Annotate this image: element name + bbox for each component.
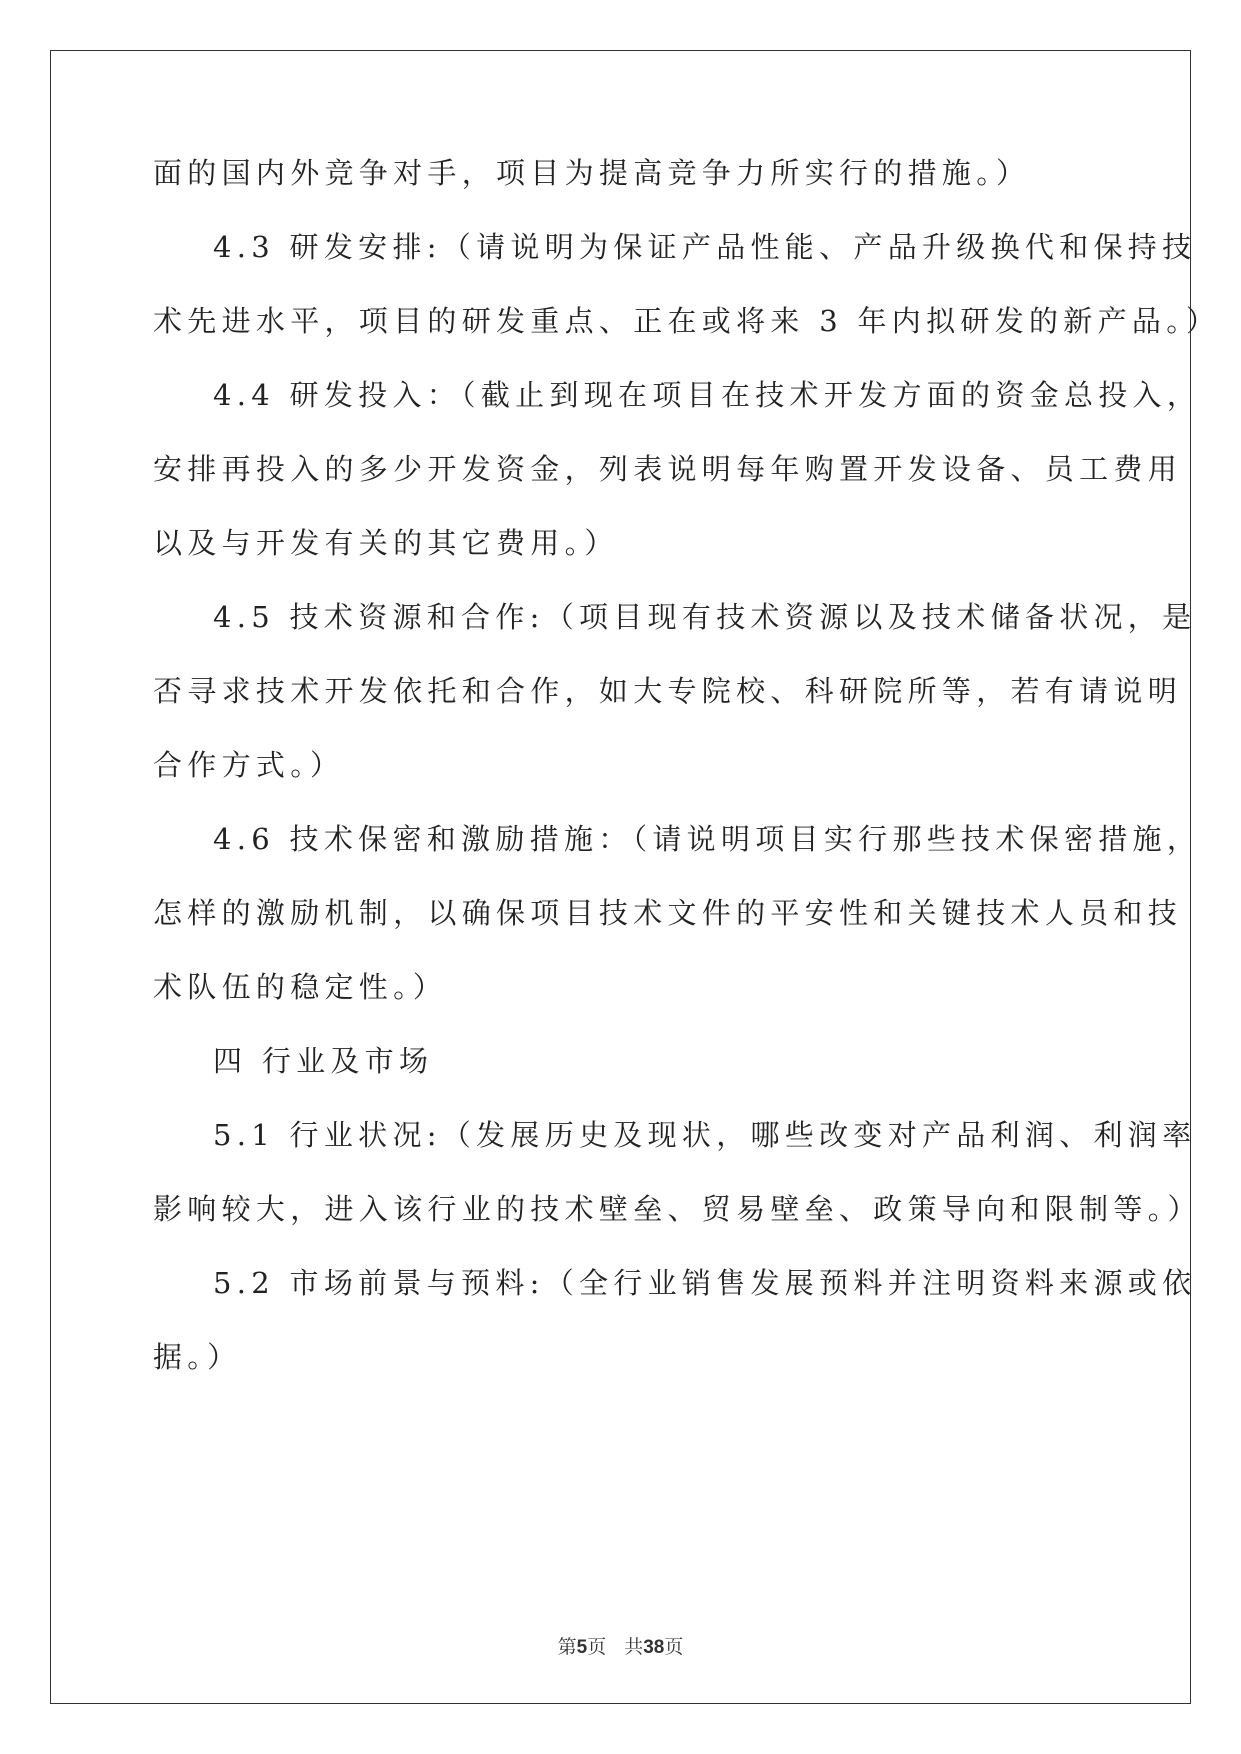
page-prefix: 第 <box>557 1636 577 1658</box>
section-4-3-line: 4.3 研发安排:（请说明为保证产品性能、产品升级换代和保持技 <box>213 230 1197 264</box>
paragraph-line: 合作方式。） <box>153 748 345 782</box>
section-4-4-line: 4.4 研发投入：（截止到现在项目在技术开发方面的资金总投入， <box>213 378 1202 412</box>
paragraph-line: 影响较大，进入该行业的技术壁垒、贸易壁垒、政策导向和限制等。） <box>153 1192 1202 1226</box>
total-pages: 38 <box>643 1637 665 1658</box>
page-footer <box>0 1635 1241 1660</box>
total-suffix: 页 <box>664 1636 684 1658</box>
paragraph-line: 面的国内外竞争对手，项目为提高竞争力所实行的措施。） <box>153 156 1031 190</box>
section-heading: 四 行业及市场 <box>213 1044 434 1078</box>
paragraph-line: 怎样的激励机制，以确保项目技术文件的平安性和关键技术人员和技 <box>153 896 1183 930</box>
paragraph-line: 术队伍的稳定性。） <box>153 970 448 1004</box>
paragraph-line: 以及与开发有关的其它费用。） <box>153 526 619 560</box>
total-prefix: 共 <box>624 1636 644 1658</box>
section-5-1-line: 5.1 行业状况:（发展历史及现状，哪些改变对产品利润、利润率 <box>213 1118 1197 1152</box>
paragraph-line: 否寻求技术开发依托和合作，如大专院校、科研院所等，若有请说明 <box>153 674 1183 708</box>
page-number: 5 <box>576 1637 588 1658</box>
page-suffix: 页 <box>587 1636 607 1658</box>
section-4-5-line: 4.5 技术资源和合作:（项目现有技术资源以及技术储备状况，是 <box>213 600 1197 634</box>
page-border <box>50 50 1191 1704</box>
paragraph-line: 安排再投入的多少开发资金，列表说明每年购置开发设备、员工费用 <box>153 452 1183 486</box>
paragraph-line: 据。） <box>153 1340 242 1374</box>
section-4-6-line: 4.6 技术保密和激励措施：（请说明项目实行那些技术保密措施， <box>213 822 1202 856</box>
section-5-2-line: 5.2 市场前景与预料:（全行业销售发展预料并注明资料来源或依 <box>213 1266 1197 1300</box>
paragraph-line: 术先进水平，项目的研发重点、正在或将来 3 年内拟研发的新产品。） <box>153 304 1221 338</box>
